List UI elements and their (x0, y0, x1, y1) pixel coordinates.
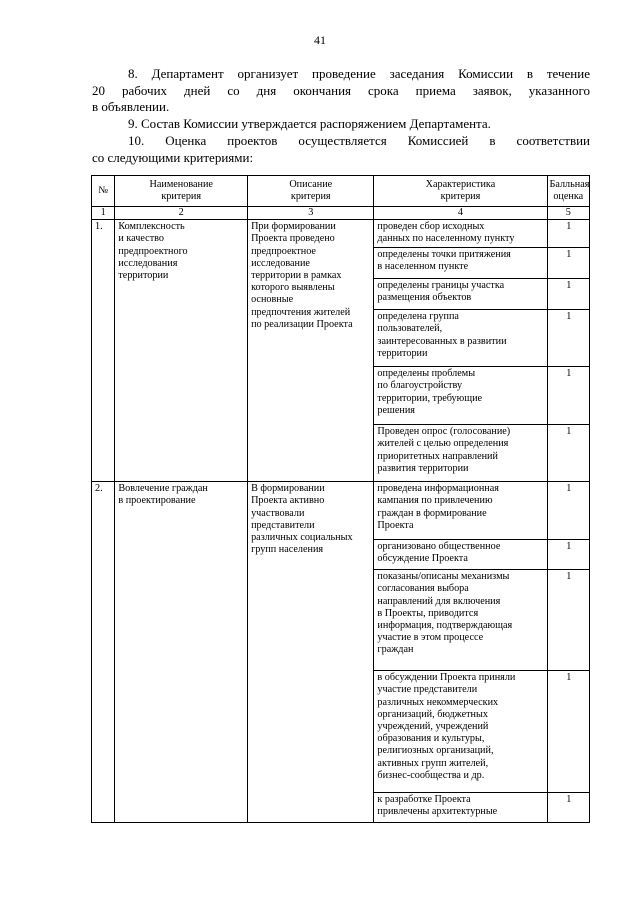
column-index-5: 5 (547, 207, 590, 220)
paragraph-9 (92, 116, 590, 133)
paragraph-8-line-2: 20 рабочих дней со дня окончания срока приема заявок, указанного (92, 82, 590, 98)
criterion-score: 1 (547, 220, 590, 248)
criterion-characteristic: к разработке Проекта привлечены архитектурные (374, 793, 547, 823)
column-index-3: 3 (248, 207, 374, 220)
paragraph-8 (92, 66, 590, 116)
criterion-score: 1 (547, 279, 590, 310)
criterion-name: Комплексность и качество предпроектного исследования территории (115, 220, 248, 482)
column-index-4: 4 (374, 207, 547, 220)
criterion-number: 1. (92, 220, 115, 482)
header-characteristic: Характеристика критерия (374, 176, 547, 207)
criterion-number: 2. (92, 482, 115, 823)
paragraph-10 (92, 133, 590, 166)
criterion-characteristic: в обсуждении Проекта приняли участие представители различных некоммерческих организаций, бюджетных учреждений, учреждений образования и культуры, религиозных организаций, активных групп жителей, бизнес-сообщества и др. (374, 671, 547, 793)
header-name: Наименование критерия (115, 176, 248, 207)
column-index-2: 2 (115, 207, 248, 220)
paragraph-8-line-3: в объявлении. (92, 99, 170, 114)
page-number: 41 (314, 33, 326, 47)
criterion-score: 1 (547, 793, 590, 823)
criterion-score: 1 (547, 540, 590, 570)
criterion-score: 1 (547, 367, 590, 425)
criterion-characteristic: Проведен опрос (голосование) жителей с целью определения приоритетных направлений развития территории (374, 425, 547, 482)
criterion-characteristic: определена группа пользователей, заинтересованных в развитии территории (374, 310, 547, 367)
criterion-score: 1 (547, 425, 590, 482)
criterion-characteristic: проведен сбор исходных данных по населенному пункту (374, 220, 547, 248)
paragraph-9-text: 9. Состав Комиссии утверждается распоряжением Департамента. (128, 116, 491, 131)
column-index-row (92, 207, 590, 220)
criterion-characteristic: определены точки притяжения в населенном пункте (374, 248, 547, 279)
column-index-1: 1 (92, 207, 115, 220)
criterion-characteristic: проведена информационная кампания по привлечению граждан в формирование Проекта (374, 482, 547, 540)
header-score: Балльная оценка (547, 176, 590, 207)
table-header-row (92, 176, 590, 207)
criterion-score: 1 (547, 671, 590, 793)
criterion-characteristic: показаны/описаны механизмы согласования выбора направлений для включения в Проекты, приводится информация, подтверждающая участие в этом процессе граждан (374, 570, 547, 671)
criterion-characteristic: организовано общественное обсуждение Проекта (374, 540, 547, 570)
criteria-table (91, 175, 590, 823)
header-number: № (92, 176, 115, 207)
paragraph-8-line-1: 8. Департамент организует проведение заседания Комиссии в течение (128, 66, 590, 81)
criterion-characteristic: определены границы участка размещения объектов (374, 279, 547, 310)
header-description: Описание критерия (248, 176, 374, 207)
paragraph-10-line-1: 10. Оценка проектов осуществляется Комиссией в соответствии (128, 133, 590, 148)
criterion-description: В формировании Проекта активно участвовали представители различных социальных групп населения (248, 482, 374, 823)
criterion-score: 1 (547, 570, 590, 671)
criterion-name: Вовлечение граждан в проектирование (115, 482, 248, 823)
criterion-characteristic: определены проблемы по благоустройству территории, требующие решения (374, 367, 547, 425)
criterion-score: 1 (547, 482, 590, 540)
criterion-description: При формировании Проекта проведено предпроектное исследование территории в рамках которого выявлены основные предпочтения жителей по реализации Проекта (248, 220, 374, 482)
paragraph-10-line-2: со следующими критериями: (92, 149, 254, 165)
table-row (92, 482, 590, 540)
criterion-score: 1 (547, 310, 590, 367)
table-row (92, 220, 590, 248)
criterion-score: 1 (547, 248, 590, 279)
